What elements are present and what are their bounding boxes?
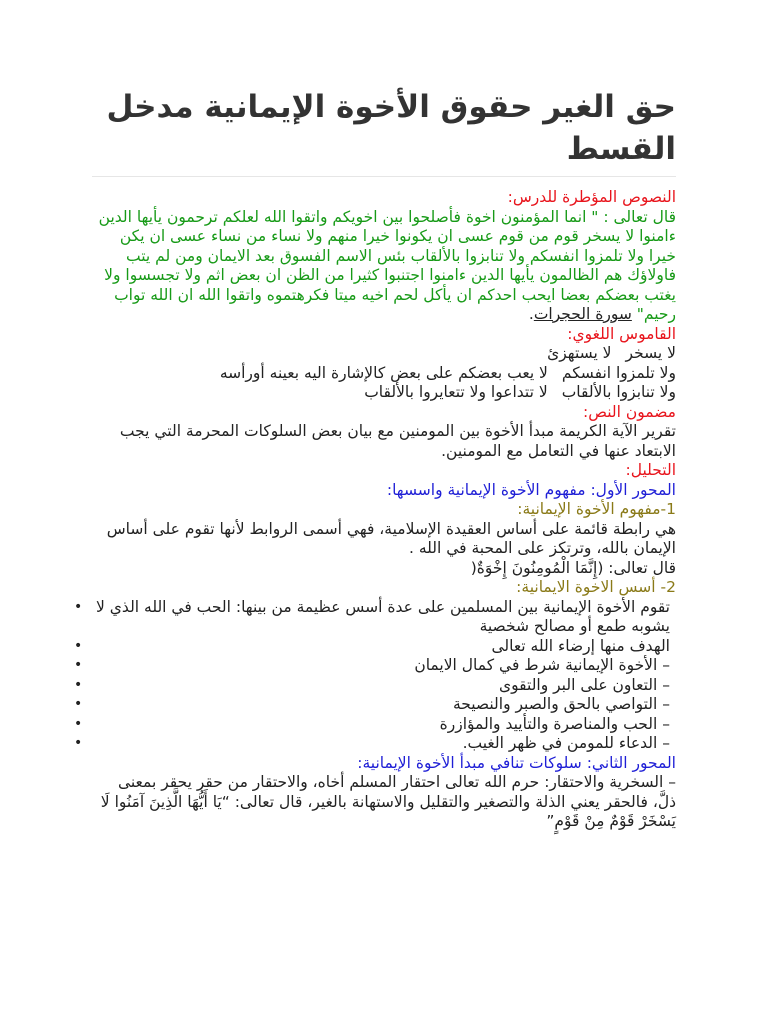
dictionary-meaning: لا تتداعوا ولا تتعايروا بالألقاب xyxy=(364,383,548,401)
bullet-icon: • xyxy=(74,676,83,693)
content-heading: مضمون النص: xyxy=(583,402,676,421)
bullet-icon: • xyxy=(74,696,83,712)
verse-paragraph xyxy=(92,208,676,325)
dictionary-term: لا يسخر xyxy=(625,344,676,362)
bullet-icon: • xyxy=(74,715,83,732)
list-item-text: الهدف منها إرضاء الله تعالى xyxy=(491,636,670,655)
list-item xyxy=(74,714,676,735)
dictionary-entry xyxy=(92,383,676,403)
analysis-heading: التحليل: xyxy=(625,461,676,479)
dictionary-meaning: لا يعب بعضكم على بعض كالإشارة اليه بعينه أورأسه xyxy=(219,363,548,382)
list-item xyxy=(74,656,676,676)
bullet-icon: • xyxy=(74,637,83,654)
list-item xyxy=(74,695,676,715)
axis2-heading: المحور الثاني: سلوكات تنافي مبدأ الأخوة الإيمانية: xyxy=(357,753,676,772)
list-item-text: – الحب والمناصرة والتأييد والمؤازرة xyxy=(439,714,670,733)
list-item-text: – الدعاء للمومن في ظهر الغيب. xyxy=(462,734,670,752)
title-divider xyxy=(92,176,676,177)
list-item xyxy=(74,675,676,696)
dictionary-heading: القاموس اللغوي: xyxy=(567,324,676,343)
content-text: تقرير الآية الكريمة مبدأ الأخوة بين المومنين مع بيان بعض السلوكات المحرمة التي يجب الابتعاد عنها في التعامل مع المومنين. xyxy=(119,422,676,460)
axis1-subheading-1: 1-مفهوم الأخوة الإيمانية: xyxy=(517,500,676,518)
list-item-text: – التواصي بالحق والصبر والنصيحة xyxy=(452,695,670,713)
verse-end: . xyxy=(528,305,534,323)
dictionary-term: ولا تلمزوا انفسكم xyxy=(561,363,676,382)
list-item-text: – الأخوة الإيمانية شرط في كمال الايمان xyxy=(414,656,670,674)
axis1-subheading-2: 2- أسس الاخوة الايمانية: xyxy=(516,578,676,596)
list-item xyxy=(74,597,676,637)
bullet-icon: • xyxy=(74,657,83,673)
verse-text: قال تعالى : " انما المؤمنون اخوة فأصلحوا بين اخويكم واتقوا الله لعلكم ترحمون يأيها الدين ءامنوا لا يسخر قوم من قوم عسى ان يكونوا خيرا منهم ولا نساء من نساء عسى ان يكن خيرا ولا تلمزوا انفسكم ولا تنابزوا بالألقاب بئس الاسم الفسوق بعد الايمان ومن لم يتب فاولاؤك هم الظالمون يأيها الدين ءامنوا اجتنبوا كثيرا من الظن ان بعض اثم ولا تجسسوا ولا يغتب بعضكم بعضا ايحب احدكم ان يأكل لحم اخيه ميتا فكرهتموه واتقوا الله ان الله تواب رحيم" xyxy=(98,207,676,323)
axis2-text: – السخرية والاحتقار: حرم الله تعالى احتقار المسلم أخاه، والاحتقار من حقر يحقر بمعنى ذلَّ، فالحقر يعني الذلة والتصغير والتقليل والاستهانة بالغير، قال تعالى: “يَا أَيُّهَا الَّذِينَ آمَنُوا لَا يَسْخَرْ قَوْمٌ مِنْ قَوْمٍ” xyxy=(100,773,676,830)
axis1-quote: قال تعالى: (إِنَّمَا الْمُومِنُونَ إِخْوَةٌ( xyxy=(470,558,676,577)
dictionary-term: ولا تنابزوا بالألقاب xyxy=(561,383,676,401)
list-item-text: – التعاون على البر والتقوى xyxy=(499,675,670,694)
dictionary-entry xyxy=(92,364,676,384)
texts-heading: النصوص المؤطرة للدرس: xyxy=(507,188,676,206)
verse-source-link[interactable]: سورة الحجرات xyxy=(533,305,632,323)
page-title: حق الغير حقوق الأخوة الإيمانية مدخل القسط xyxy=(106,89,676,167)
axis1-heading: المحور الأول: مفهوم الأخوة الإيمانية واسسها: xyxy=(386,480,676,499)
bullet-icon: • xyxy=(74,598,83,615)
axis1-definition: هي رابطة قائمة على أساس العقيدة الإسلامية، فهي أسمى الروابط لأنها تقوم على أساس الإيمان بالله، وترتكز على المحبة في الله . xyxy=(106,519,676,557)
dictionary-entry xyxy=(92,344,676,364)
list-item xyxy=(74,636,676,657)
list-item xyxy=(74,734,676,754)
list-item-text: تقوم الأخوة الإيمانية بين المسلمين على عدة أسس عظيمة من بينها: الحب في الله الذي لا يشوبه طمع أو مصالح شخصية xyxy=(96,597,670,635)
dictionary-meaning: لا يستهزئ xyxy=(547,344,612,362)
document-body xyxy=(74,188,676,832)
bullet-icon: • xyxy=(74,735,83,751)
foundations-list xyxy=(74,597,676,754)
